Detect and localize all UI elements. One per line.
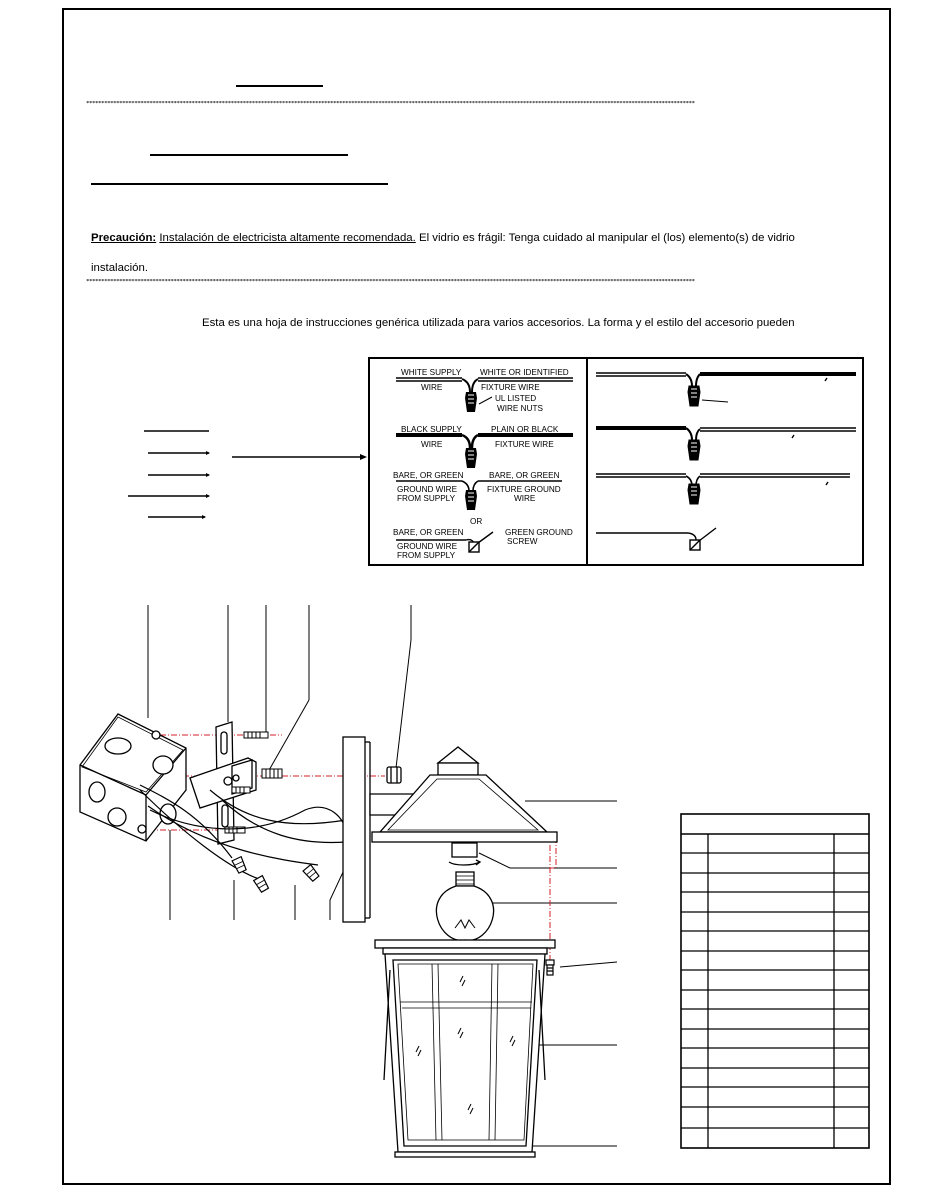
label-fixture-ground-wire: WIRE: [514, 494, 536, 503]
label-from-supply-1: FROM SUPPLY: [397, 494, 456, 503]
separator-top: **********************************************************************************************************************************************************************************************************: [86, 101, 695, 107]
bulb-socket: [449, 843, 480, 865]
label-black-supply: BLACK SUPPLY: [401, 425, 462, 434]
caution-label: Precaución:: [91, 232, 157, 244]
label-or: OR: [470, 517, 483, 526]
label-plain-black: PLAIN OR BLACK: [491, 425, 559, 434]
label-fixture-ground: FIXTURE GROUND: [487, 485, 561, 494]
wire-nuts: [232, 857, 320, 893]
light-bulb: [436, 872, 493, 940]
label-white-identified: WHITE OR IDENTIFIED: [480, 368, 569, 377]
caution-warning: El vidrio es frágil: Tenga cuidado al manipular el (los) elemento(s) de vidrio: [415, 232, 795, 244]
label-bare-green-3: BARE, OR GREEN: [393, 528, 464, 537]
mounting-bracket: [190, 722, 256, 844]
label-screw: SCREW: [507, 537, 538, 546]
label-ul-listed: UL LISTED: [495, 394, 537, 403]
part-leader-lines-top: [148, 605, 411, 772]
junction-box: [80, 714, 186, 841]
label-black-fixture: FIXTURE WIRE: [495, 440, 554, 449]
parts-table: [681, 814, 869, 1148]
fixture-backplate: [343, 737, 370, 922]
lantern-body: [375, 940, 555, 1157]
label-white-wire: WIRE: [421, 383, 443, 392]
generic-notice: Esta es una hoja de instrucciones genérica utilizada para varios accesorios. La forma y el estilo del accesorio pueden: [202, 317, 795, 329]
label-from-supply-3: FROM SUPPLY: [397, 551, 456, 560]
label-white-fixture: FIXTURE WIRE: [481, 383, 540, 392]
cap-nut: [387, 767, 401, 783]
label-green-ground: GREEN GROUND: [505, 528, 573, 537]
label-bare-green-1: BARE, OR GREEN: [393, 471, 464, 480]
caution-recommendation: Instalación de electricista altamente recomendada.: [159, 232, 416, 244]
label-ground-supply-3: GROUND WIRE: [397, 542, 458, 551]
wire-color-label-lines: [128, 431, 367, 519]
label-ground-supply-1: GROUND WIRE: [397, 485, 458, 494]
label-bare-green-2: BARE, OR GREEN: [489, 471, 560, 480]
separator-bottom: **********************************************************************************************************************************************************************************************************: [86, 279, 695, 285]
set-screw: [546, 960, 554, 975]
label-white-supply: WHITE SUPPLY: [401, 368, 462, 377]
caution-continuation: instalación.: [91, 262, 148, 274]
label-wire-nuts: WIRE NUTS: [497, 404, 543, 413]
label-black-wire: WIRE: [421, 440, 443, 449]
